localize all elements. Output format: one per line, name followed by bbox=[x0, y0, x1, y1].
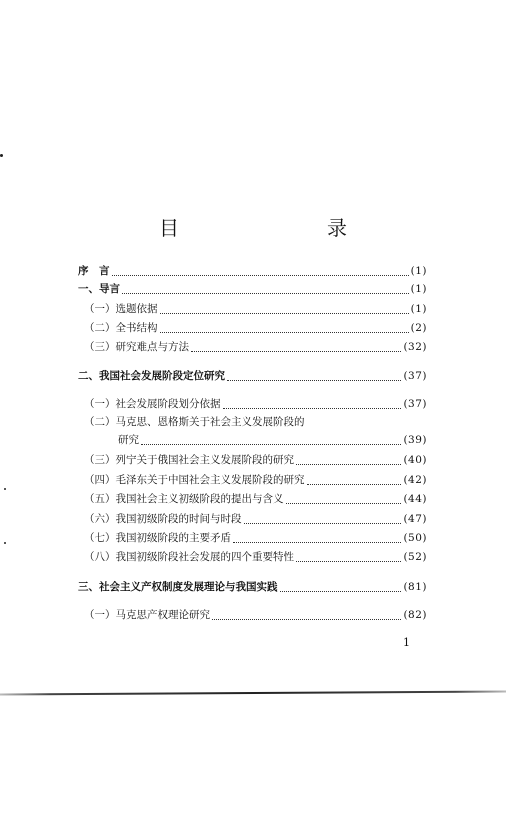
toc-entry-label: （七）我国初级阶段的主要矛盾 bbox=[84, 532, 231, 544]
toc-entry-page: (50) bbox=[403, 532, 427, 544]
toc-entry-page: (2) bbox=[410, 322, 427, 334]
toc-entry-page: (81) bbox=[403, 581, 427, 593]
toc-entry-page: (44) bbox=[403, 493, 427, 505]
dot-leader bbox=[296, 550, 401, 562]
toc-entry-page: (47) bbox=[403, 513, 427, 525]
toc-entry-label: 三、社会主义产权制度发展理论与我国实践 bbox=[78, 581, 278, 593]
dot-leader bbox=[122, 282, 409, 294]
dot-leader bbox=[233, 531, 401, 543]
toc-entry-page: (42) bbox=[403, 474, 427, 486]
toc-entry bbox=[78, 263, 427, 279]
toc-entry bbox=[78, 339, 427, 355]
toc-entry-page: (52) bbox=[403, 551, 427, 563]
dot-leader bbox=[227, 369, 401, 381]
toc-entry-label: （二）全书结构 bbox=[84, 322, 158, 334]
dot-leader bbox=[296, 453, 401, 465]
toc-entry-label: 二、我国社会发展阶段定位研究 bbox=[78, 370, 225, 382]
toc-entry bbox=[78, 491, 427, 507]
toc-entry-label: （三）列宁关于俄国社会主义发展阶段的研究 bbox=[84, 454, 294, 466]
scan-speck bbox=[0, 154, 3, 157]
dot-leader bbox=[223, 397, 402, 409]
toc-entry-page: (32) bbox=[403, 341, 427, 353]
toc-entry-label: 研究 bbox=[118, 434, 139, 446]
toc-entry-label: （三）研究难点与方法 bbox=[84, 341, 189, 353]
toc-entry bbox=[78, 472, 427, 488]
toc-entry bbox=[78, 396, 427, 412]
toc-entry bbox=[78, 530, 427, 546]
toc-entry bbox=[78, 301, 427, 317]
dot-leader bbox=[307, 473, 402, 485]
dot-leader bbox=[286, 492, 402, 504]
toc-entry bbox=[78, 281, 427, 297]
dot-leader bbox=[244, 512, 402, 524]
dot-leader bbox=[160, 321, 409, 333]
toc-entry-label: 序 言 bbox=[78, 265, 110, 277]
page-title: 目 录 bbox=[159, 216, 383, 240]
toc-entry-page: (37) bbox=[403, 370, 427, 382]
dot-leader bbox=[112, 264, 409, 276]
toc-entry-label: （四）毛泽东关于中国社会主义发展阶段的研究 bbox=[84, 474, 305, 486]
toc-entry-label: （六）我国初级阶段的时间与时段 bbox=[84, 513, 242, 525]
toc-entry-label: （二）马克思、恩格斯关于社会主义发展阶段的 bbox=[84, 416, 305, 428]
toc-entry bbox=[78, 432, 427, 448]
toc-entry bbox=[78, 320, 427, 336]
toc-entry-label: （一）马克思产权理论研究 bbox=[84, 609, 210, 621]
toc-entry-page: (37) bbox=[403, 398, 427, 410]
page-number: 1 bbox=[403, 636, 410, 649]
toc-entry bbox=[78, 368, 427, 384]
toc-entry bbox=[78, 511, 427, 527]
toc-entry bbox=[78, 607, 427, 623]
toc-entry-label: 一、导言 bbox=[78, 283, 120, 295]
toc-entry-page: (1) bbox=[410, 303, 427, 315]
toc-entry-label: （一）社会发展阶段划分依据 bbox=[84, 398, 221, 410]
toc-entry-page: (39) bbox=[403, 434, 427, 446]
toc-entry bbox=[78, 414, 427, 430]
bottom-rule bbox=[0, 690, 506, 695]
dot-leader bbox=[160, 302, 409, 314]
dot-leader bbox=[280, 580, 402, 592]
toc-entry-label: （八）我国初级阶段社会发展的四个重要特性 bbox=[84, 551, 294, 563]
toc-entry-page: (40) bbox=[403, 454, 427, 466]
dot-leader bbox=[191, 340, 401, 352]
toc-entry-label: （五）我国社会主义初级阶段的提出与含义 bbox=[84, 493, 284, 505]
toc-entry bbox=[78, 579, 427, 595]
toc-entry-page: (1) bbox=[410, 265, 427, 277]
dot-leader bbox=[141, 433, 401, 445]
toc-entry-page: (1) bbox=[410, 283, 427, 295]
toc-entry bbox=[78, 452, 427, 468]
scan-speck bbox=[4, 542, 6, 544]
scan-speck bbox=[4, 488, 6, 490]
dot-leader bbox=[212, 608, 401, 620]
toc-entry-label: （一）选题依据 bbox=[84, 303, 158, 315]
toc-entry-page: (82) bbox=[403, 609, 427, 621]
toc-entry bbox=[78, 549, 427, 565]
